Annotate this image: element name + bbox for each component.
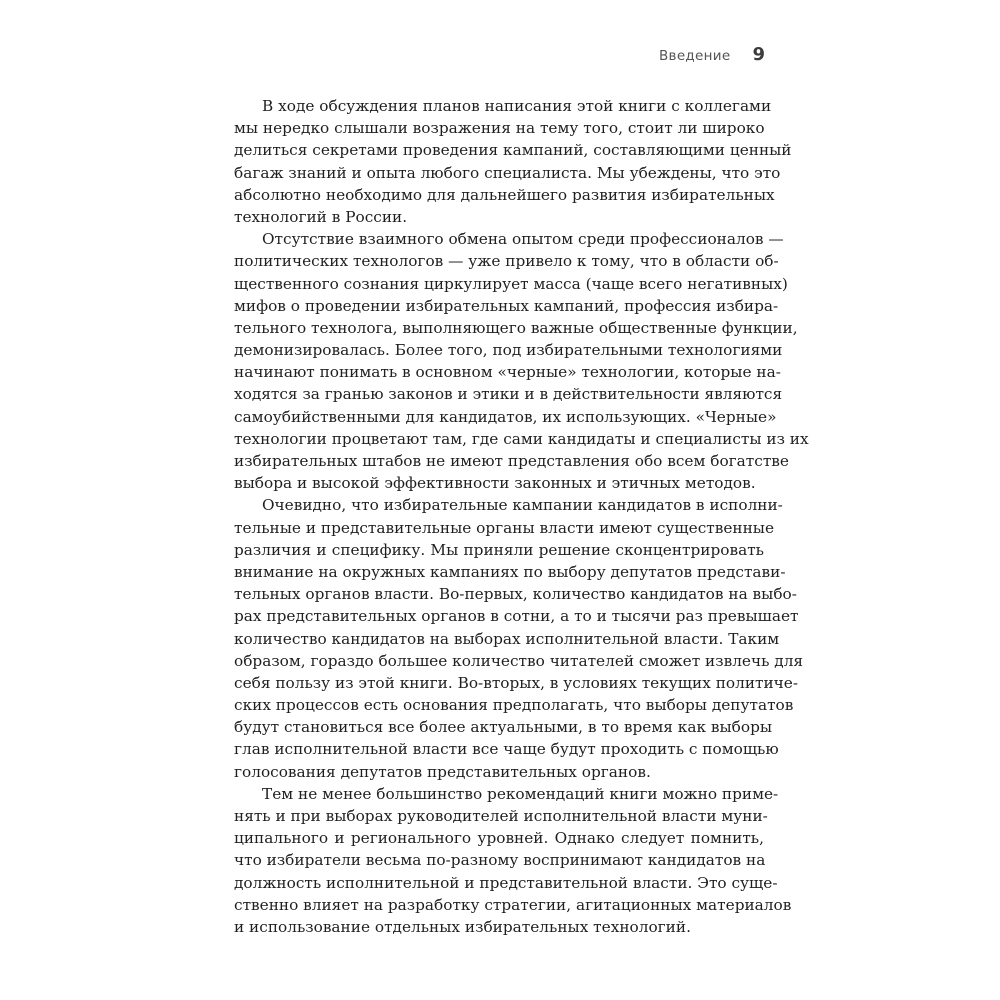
text-line: ципального и регионального уровней. Однако следует помнить, — [234, 829, 764, 848]
text-line: политических технологов — уже привело к тому, что в области об- — [234, 252, 779, 271]
text-line: избирательных штабов не имеют представления обо всем богатстве — [234, 452, 789, 470]
text-line: делиться секретами проведения кампаний, составляющими ценный — [234, 141, 792, 160]
paragraph — [234, 494, 804, 782]
text-line: самоубийственными для кандидатов, их использующих. «Черные» — [234, 407, 777, 426]
text-line: различия и специфику. Мы приняли решение сконцентрировать — [234, 540, 764, 559]
text-line: щественного сознания циркулирует масса (чаще всего негативных) — [234, 274, 788, 293]
page-number: 9 — [752, 44, 765, 65]
text-line: Очевидно, что избирательные кампании кандидатов в исполни- — [262, 496, 783, 515]
text-line: тельного технолога, выполняющего важные общественные функции, — [234, 318, 798, 337]
text-line: количество кандидатов на выборах исполнительной власти. Таким — [234, 629, 780, 648]
body-text — [234, 95, 809, 938]
paragraph — [234, 783, 792, 938]
text-line: Тем не менее большинство рекомендаций книги можно приме- — [262, 784, 779, 803]
text-line: начинают понимать в основном «черные» технологии, которые на- — [234, 363, 781, 382]
text-line: рах представительных органов в сотни, а то и тысячи раз превышает — [234, 607, 799, 626]
text-line: выбора и высокой эффективности законных и этичных методов. — [234, 474, 756, 493]
text-line: мифов о проведении избирательных кампаний, профессия избира- — [234, 296, 779, 315]
chapter-title: Введение — [659, 48, 731, 64]
text-line: технологии процветают там, где сами кандидаты и специалисты из их — [234, 429, 809, 448]
text-line: тельные и представительные органы власти имеют существенные — [234, 518, 775, 537]
text-line: ских процессов есть основания предполагать, что выборы депутатов — [234, 696, 794, 715]
text-line: демонизировалась. Более того, под избирательными технологиями — [234, 341, 783, 360]
text-line: должность исполнительной и представительной власти. Это суще- — [234, 873, 778, 892]
text-line: мы нередко слышали возражения на тему того, стоит ли широко — [234, 119, 765, 138]
text-line: образом, гораздо большее количество читателей сможет извлечь для — [234, 651, 804, 670]
running-header — [560, 44, 765, 70]
text-line: тельных органов власти. Во-первых, количество кандидатов на выбо- — [234, 585, 797, 604]
text-line: багаж знаний и опыта любого специалиста. Мы убеждены, что это — [234, 163, 781, 182]
text-line: глав исполнительной власти все чаще будут проходить с помощью — [234, 740, 779, 759]
text-line: технологий в России. — [234, 207, 408, 226]
text-line: будут становиться все более актуальными, в то время как выборы — [234, 718, 773, 737]
text-line: нять и при выборах руководителей исполнительной власти муни- — [234, 807, 768, 825]
text-line: Отсутствие взаимного обмена опытом среди профессионалов — — [262, 230, 784, 249]
paragraph — [234, 95, 792, 228]
text-line: и использование отдельных избирательных технологий. — [234, 917, 691, 936]
paragraph — [234, 228, 809, 494]
text-line: абсолютно необходимо для дальнейшего развития избирательных — [234, 185, 775, 204]
text-line: В ходе обсуждения планов написания этой книги с коллегами — [262, 97, 772, 115]
text-line: ходятся за гранью законов и этики и в действительности являются — [234, 385, 783, 404]
text-line: голосования депутатов представительных органов. — [234, 762, 651, 781]
text-line: себя пользу из этой книги. Во-вторых, в условиях текущих политиче- — [234, 673, 799, 692]
text-line: внимание на окружных кампаниях по выбору депутатов представи- — [234, 562, 786, 581]
text-line: ственно влияет на разработку стратегии, агитационных материалов — [234, 895, 792, 914]
text-line: что избиратели весьма по-разному воспринимают кандидатов на — [234, 851, 766, 870]
